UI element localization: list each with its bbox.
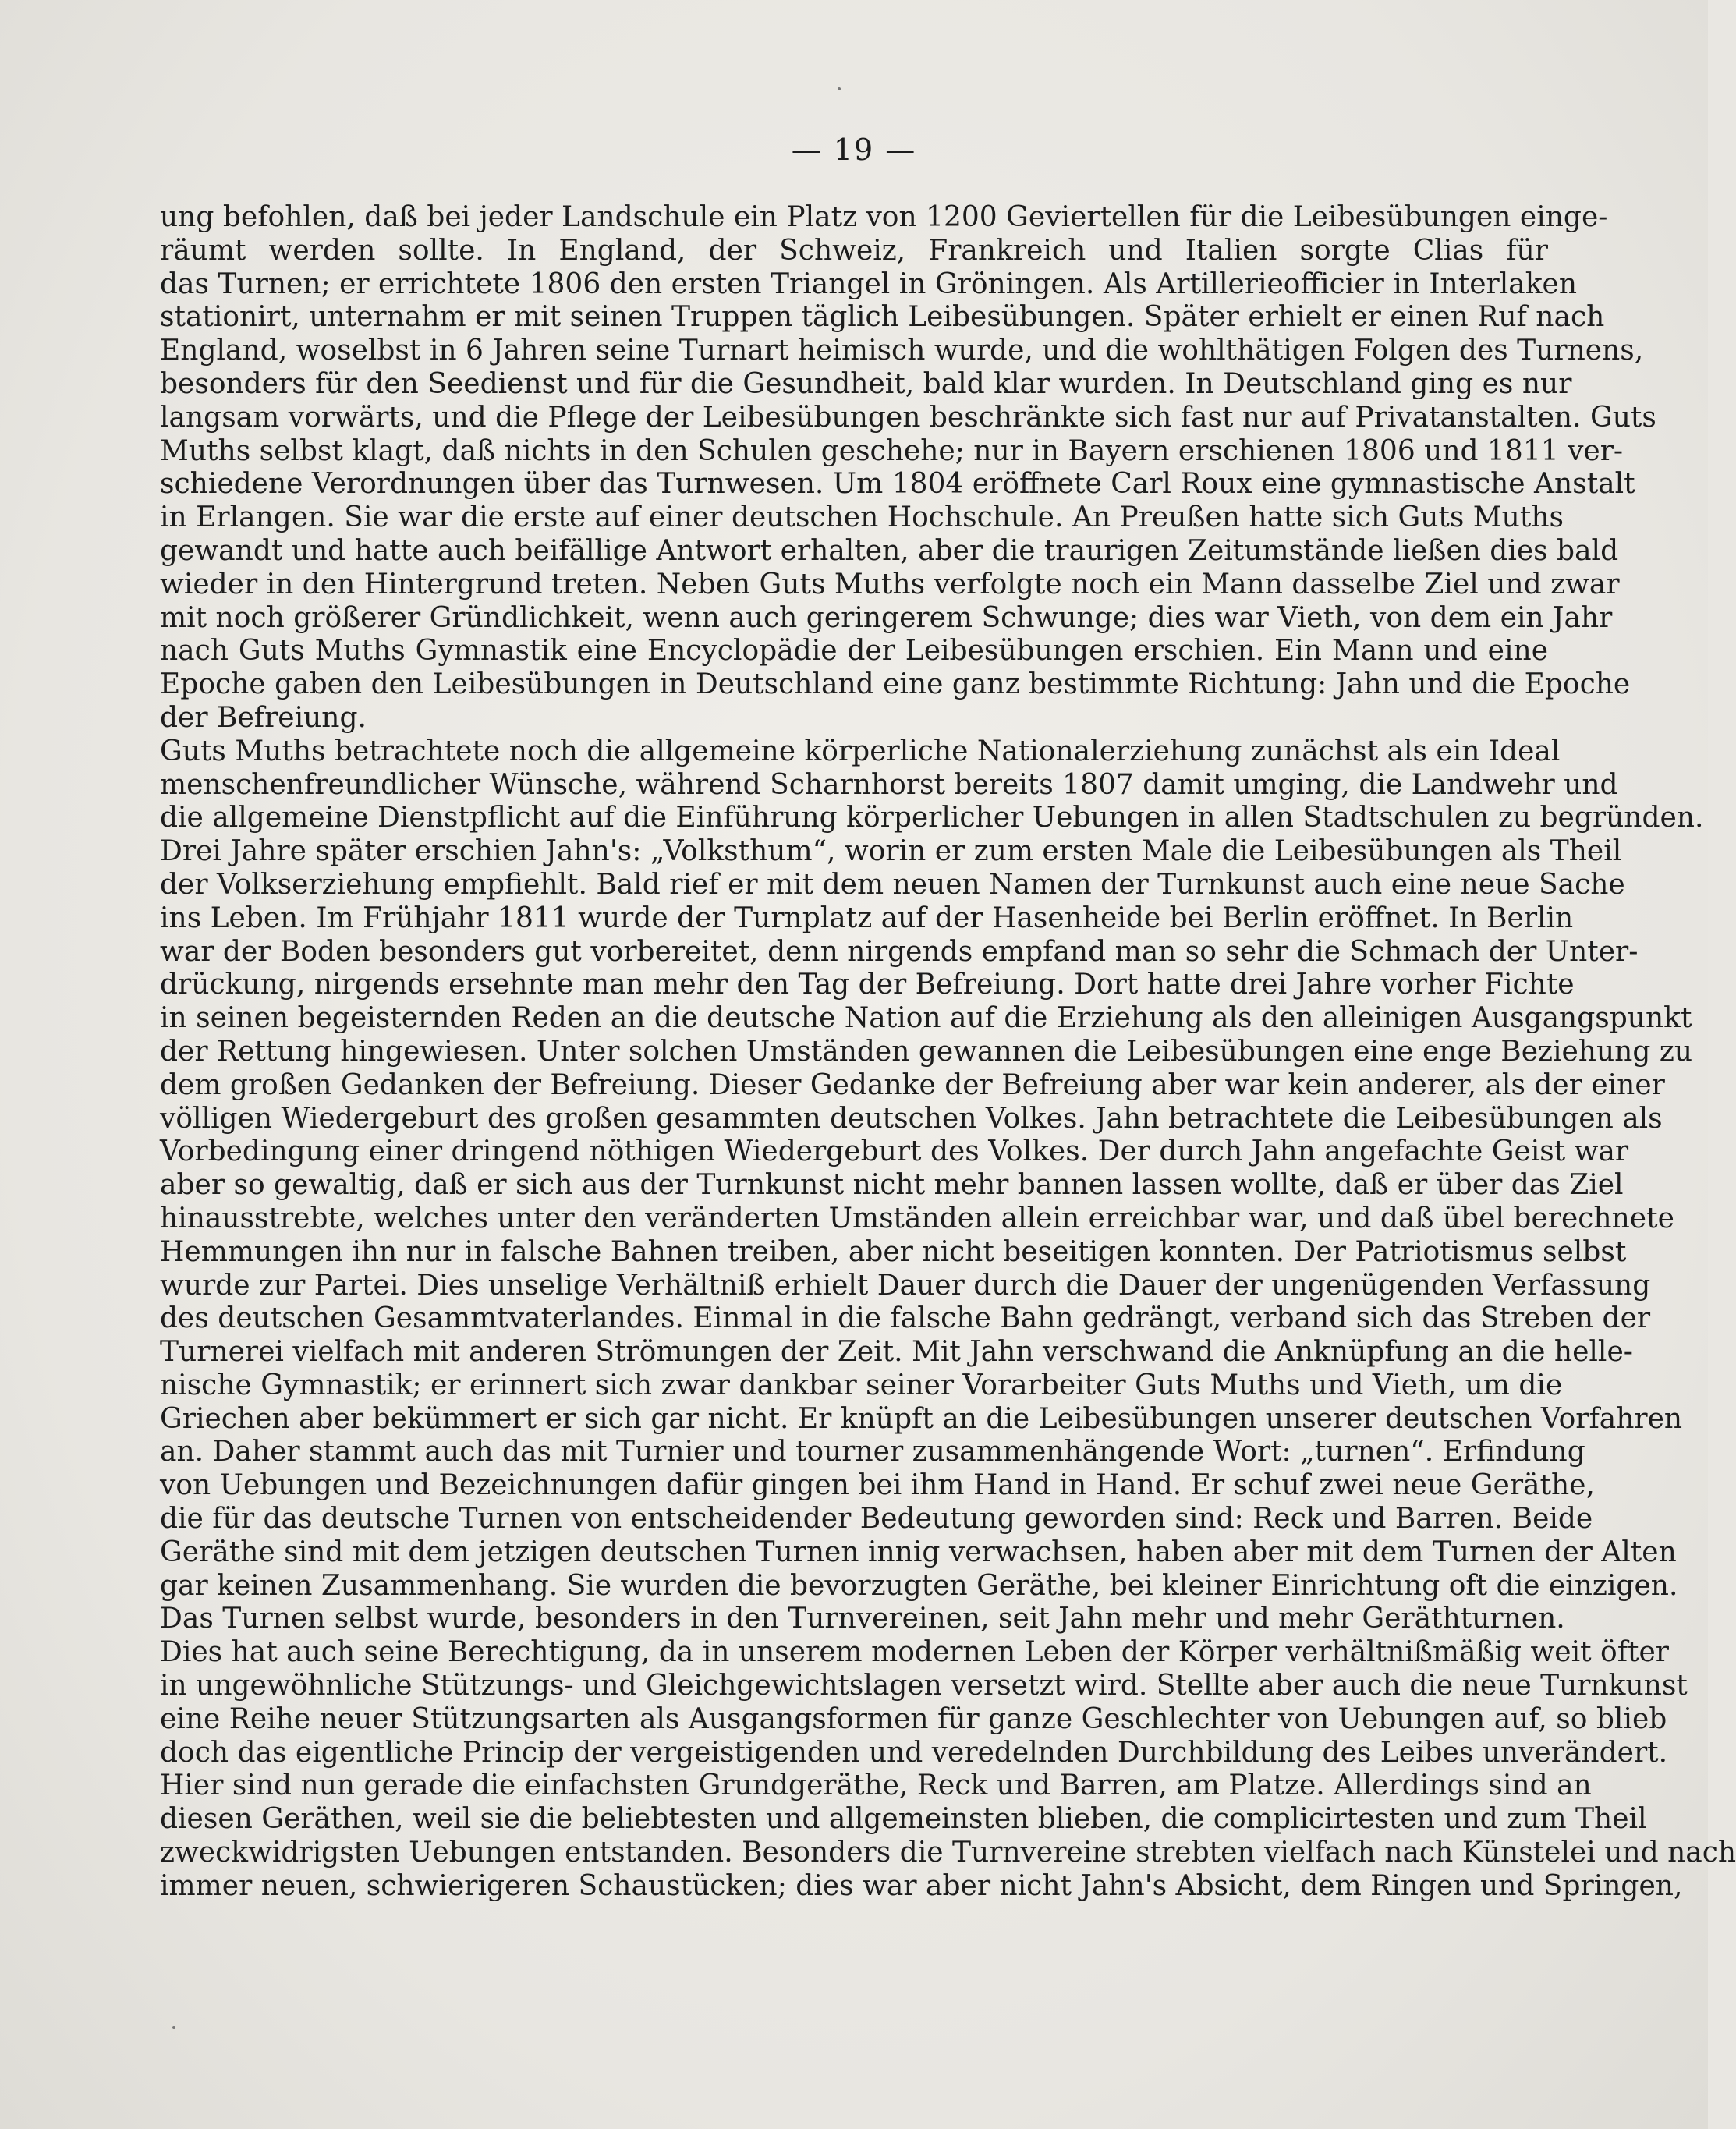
- text-line: ung befohlen, daß bei jeder Landschule ein Platz von 1200 Geviertellen für die Leibesübungen einge-: [160, 201, 1608, 233]
- text-line: drückung, nirgends ersehnte man mehr den Tag der Befreiung. Dort hatte drei Jahre vorher Fichte: [160, 969, 1575, 1001]
- text-line: Geräthe sind mit dem jetzigen deutschen Turnen innig verwachsen, haben aber mit dem Turnen der Alten: [160, 1536, 1677, 1568]
- text-line: wurde zur Partei. Dies unselige Verhältniß erhielt Dauer durch die Dauer der ungenügenden Verfassung: [160, 1269, 1651, 1302]
- text-line: doch das eigentliche Princip der vergeistigenden und veredelnden Durchbildung des Leibes unverändert.: [160, 1736, 1668, 1769]
- text-line: räumt werden sollte. In England, der Schweiz, Frankreich und Italien sorgte Clias für: [160, 234, 1548, 267]
- text-line: schiedene Verordnungen über das Turnwesen. Um 1804 eröffnete Carl Roux eine gymnastische Anstalt: [160, 468, 1635, 501]
- text-line: England, woselbst in 6 Jahren seine Turnart heimisch wurde, und die wohlthätigen Folgen des Turnens,: [160, 335, 1644, 367]
- text-line: hinausstrebte, welches unter den veränderten Umständen allein erreichbar war, und daß übel berechnete: [160, 1202, 1674, 1235]
- text-line: in seinen begeisternden Reden an die deutsche Nation auf die Erziehung als den alleinigen Ausgangspunkt: [160, 1002, 1692, 1035]
- text-line: die allgemeine Dienstpflicht auf die Einführung körperlicher Uebungen in allen Stadtschulen zu begründen.: [160, 802, 1704, 834]
- text-line: Das Turnen selbst wurde, besonders in den Turnvereinen, seit Jahn mehr und mehr Geräthturnen.: [160, 1603, 1565, 1635]
- text-line: menschenfreundlicher Wünsche, während Scharnhorst bereits 1807 damit umging, die Landwehr und: [160, 768, 1618, 801]
- text-line: Vorbedingung einer dringend nöthigen Wiedergeburt des Volkes. Der durch Jahn angefachte Geist war: [160, 1135, 1629, 1168]
- text-line: des deutschen Gesammtvaterlandes. Einmal in die falsche Bahn gedrängt, verband sich das Streben der: [160, 1302, 1651, 1335]
- text-line: diesen Geräthen, weil sie die beliebtesten und allgemeinsten blieben, die complicirtesten und zum Theil: [160, 1803, 1647, 1836]
- text-line: mit noch größerer Gründlichkeit, wenn auch geringerem Schwunge; dies war Vieth, von dem ein Jahr: [160, 601, 1613, 634]
- text-line: langsam vorwärts, und die Pflege der Leibesübungen beschränkte sich fast nur auf Privatanstalten. Guts: [160, 401, 1656, 434]
- scan-speck: [172, 2026, 175, 2029]
- text-line: der Befreiung.: [160, 701, 367, 734]
- text-line: der Rettung hingewiesen. Unter solchen Umständen gewannen die Leibesübungen eine enge Beziehung zu: [160, 1035, 1693, 1068]
- text-line: das Turnen; er errichtete 1806 den ersten Triangel in Gröningen. Als Artillerieofficier in Interlaken: [160, 267, 1577, 300]
- scan-speck: [838, 87, 841, 90]
- text-line: gar keinen Zusammenhang. Sie wurden die bevorzugten Geräthe, bei kleiner Einrichtung oft die einzigen.: [160, 1569, 1678, 1602]
- text-line: Muths selbst klagt, daß nichts in den Schulen geschehe; nur in Bayern erschienen 1806 und 1811 ver-: [160, 434, 1624, 467]
- text-line: in ungewöhnliche Stützungs- und Gleichgewichtslagen versetzt wird. Stellte aber auch die neue Turnkunst: [160, 1670, 1688, 1702]
- text-line: Dies hat auch seine Berechtigung, da in unserem modernen Leben der Körper verhältnißmäßig weit öfter: [160, 1636, 1669, 1669]
- text-line: ins Leben. Im Frühjahr 1811 wurde der Turnplatz auf der Hasenheide bei Berlin eröffnet. In Berlin: [160, 902, 1574, 934]
- text-line: Epoche gaben den Leibesübungen in Deutschland eine ganz bestimmte Richtung: Jahn und die Epoche: [160, 668, 1631, 701]
- text-line: Hier sind nun gerade die einfachsten Grundgeräthe, Reck und Barren, am Platze. Allerdings sind an: [160, 1769, 1592, 1802]
- paragraph-1: [160, 201, 1656, 735]
- text-line: nach Guts Muths Gymnastik eine Encyclopädie der Leibesübungen erschien. Ein Mann und eine: [160, 635, 1548, 668]
- text-line: gewandt und hatte auch beifällige Antwort erhalten, aber die traurigen Zeitumstände ließen dies bald: [160, 534, 1619, 567]
- text-line: die für das deutsche Turnen von entscheidender Bedeutung geworden sind: Reck und Barren. Beide: [160, 1503, 1593, 1536]
- text-line: Hemmungen ihn nur in falsche Bahnen treiben, aber nicht beseitigen konnten. Der Patriotismus selbst: [160, 1235, 1627, 1268]
- text-line: Griechen aber bekümmert er sich gar nicht. Er knüpft an die Leibesübungen unserer deutschen Vorfahren: [160, 1402, 1683, 1435]
- text-line: stationirt, unternahm er mit seinen Truppen täglich Leibesübungen. Später erhielt er einen Ruf nach: [160, 301, 1605, 334]
- text-line: von Uebungen und Bezeichnungen dafür gingen bei ihm Hand in Hand. Er schuf zwei neue Geräthe,: [160, 1469, 1595, 1502]
- text-line: in Erlangen. Sie war die erste auf einer deutschen Hochschule. An Preußen hatte sich Guts Muths: [160, 501, 1564, 534]
- text-line: wieder in den Hintergrund treten. Neben Guts Muths verfolgte noch ein Mann dasselbe Ziel und zwar: [160, 568, 1620, 600]
- text-line: Guts Muths betrachtete noch die allgemeine körperliche Nationalerziehung zunächst als ein Ideal: [160, 735, 1561, 767]
- text-line: eine Reihe neuer Stützungsarten als Ausgangsformen für ganze Geschlechter von Uebungen auf, so blieb: [160, 1702, 1667, 1735]
- text-line: Turnerei vielfach mit anderen Strömungen der Zeit. Mit Jahn verschwand die Anknüpfung an die helle-: [160, 1336, 1633, 1369]
- text-line: völligen Wiedergeburt des großen gesammten deutschen Volkes. Jahn betrachtete die Leibesübungen als: [160, 1102, 1663, 1135]
- text-line: der Volkserziehung empfiehlt. Bald rief er mit dem neuen Namen der Turnkunst auch eine neue Sache: [160, 868, 1625, 901]
- page-number: — 19 —: [791, 133, 917, 167]
- text-line: immer neuen, schwierigeren Schaustücken; dies war aber nicht Jahn's Absicht, dem Ringen und Springen,: [160, 1869, 1683, 1902]
- text-line: an. Daher stammt auch das mit Turnier und tourner zusammenhängende Wort: „turnen“. Erfindung: [160, 1436, 1585, 1468]
- text-line: besonders für den Seedienst und für die Gesundheit, bald klar wurden. In Deutschland ging es nur: [160, 367, 1572, 400]
- text-line: zweckwidrigsten Uebungen entstanden. Besonders die Turnvereine strebten vielfach nach Künstelei und nach: [160, 1837, 1736, 1869]
- paragraph-2: [160, 735, 1736, 1904]
- text-line: aber so gewaltig, daß er sich aus der Turnkunst nicht mehr bannen lassen wollte, daß er über das Ziel: [160, 1169, 1624, 1202]
- text-line: war der Boden besonders gut vorbereitet, denn nirgends empfand man so sehr die Schmach der Unter-: [160, 935, 1639, 968]
- body-text: [160, 201, 1736, 1904]
- text-line: dem großen Gedanken der Befreiung. Dieser Gedanke der Befreiung aber war kein anderer, als der einer: [160, 1068, 1665, 1101]
- text-line: nische Gymnastik; er erinnert sich zwar dankbar seiner Vorarbeiter Guts Muths und Vieth, um die: [160, 1369, 1563, 1401]
- text-line: Drei Jahre später erschien Jahn's: „Volksthum“, worin er zum ersten Male die Leibesübungen als Theil: [160, 835, 1622, 868]
